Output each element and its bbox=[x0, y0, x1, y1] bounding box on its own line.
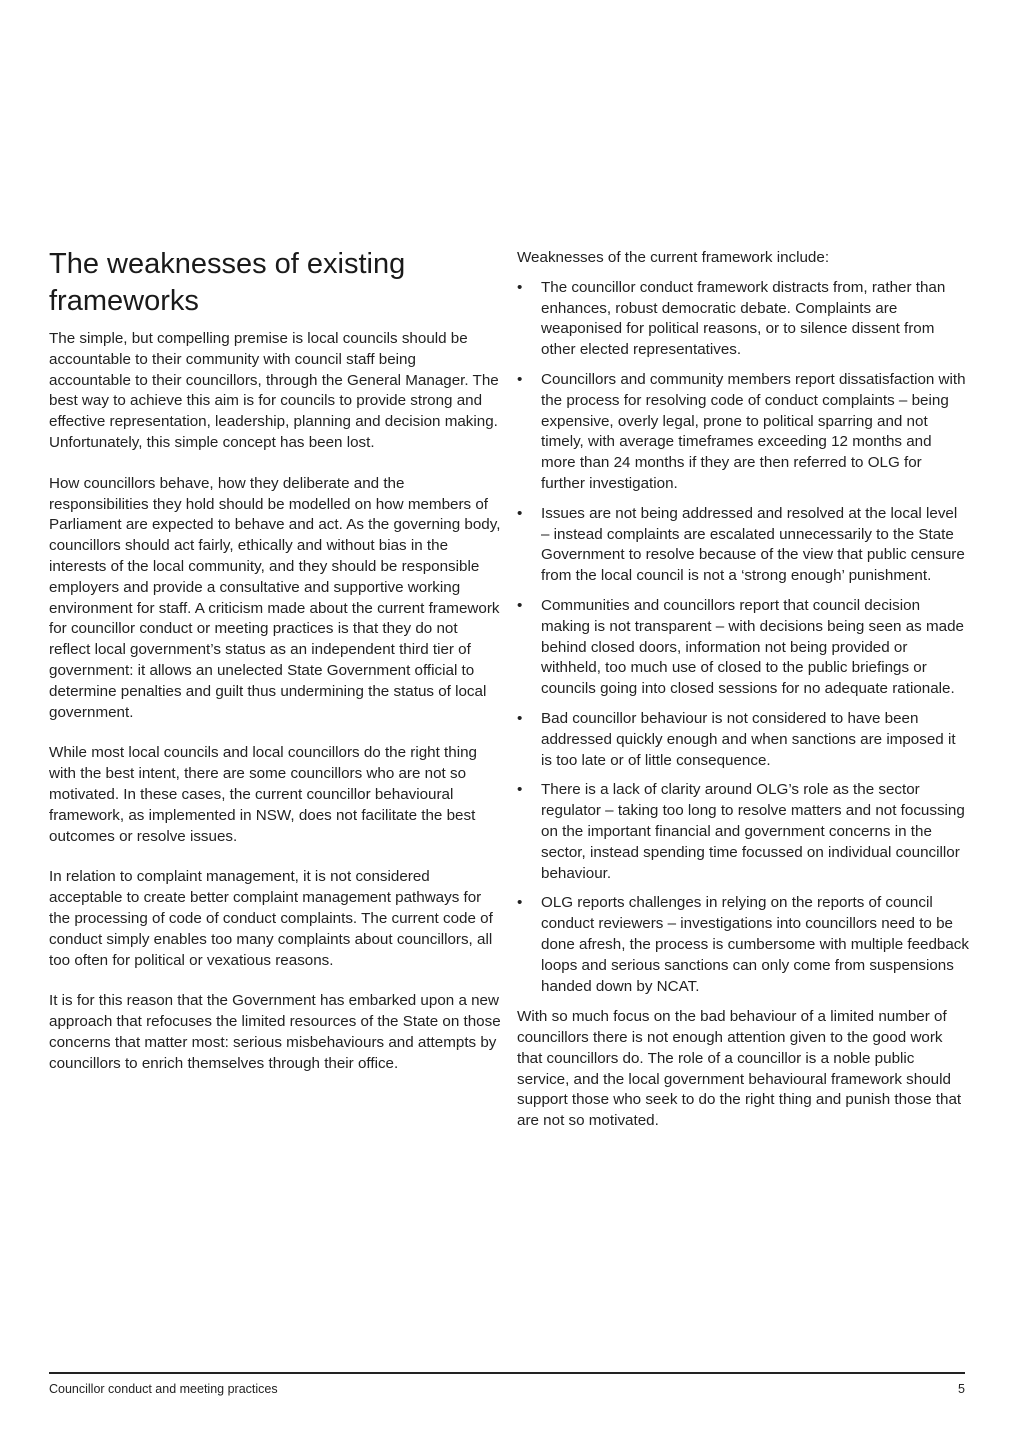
body-paragraph: How councillors behave, how they deliberate and the responsibilities they hold should be modelled on how members of Parliament are expected to behave and act. As the governing body, councillors should act fairly, ethically and without bias in the interests of the local community, and they should be responsible employers and provide a consultative and supportive working environment for staff. A criticism made about the current framework for councillor conduct or meeting practices is that they do not reflect local government’s status as an independent third tier of government: it allows an unelected State Government official to determine penalties and guilt thus undermining the status of local government. bbox=[49, 474, 501, 721]
bullet-icon: • bbox=[517, 504, 523, 522]
bullet-icon: • bbox=[517, 894, 523, 912]
bullet-icon: • bbox=[517, 278, 523, 296]
right-column bbox=[517, 248, 969, 1152]
footer-page-number: 5 bbox=[958, 1382, 965, 1396]
bullet-icon: • bbox=[517, 596, 523, 614]
list-item-text: Issues are not being addressed and resolved at the local level – instead complaints are escalated unnecessarily to the State Government to resolve because of the view that public censure from the local council is not a ‘strong enough’ punishment. bbox=[541, 504, 965, 585]
bullet-icon: • bbox=[517, 781, 523, 799]
footer-divider bbox=[49, 1372, 965, 1374]
closing-paragraph: With so much focus on the bad behaviour of a limited number of councillors there is not enough attention given to the good work that councillors do. The role of a councillor is a noble public service, and the local government behavioural framework should support those who seek to do the right thing and punish those that are not so motivated. bbox=[517, 1008, 962, 1130]
bullet-icon: • bbox=[517, 370, 523, 388]
list-item bbox=[517, 596, 969, 700]
body-paragraph: While most local councils and local councillors do the right thing with the best intent, there are some councillors who are not so motivated. In these cases, the current councillor behavioural framework, as implemented in NSW, does not facilitate the best outcomes or resolve issues. bbox=[49, 744, 477, 845]
bullet-icon: • bbox=[517, 709, 523, 727]
section-heading: The weaknesses of existing frameworks bbox=[49, 248, 406, 317]
list-item-text: Communities and councillors report that council decision making is not transparent – with decisions being seen as made behind closed doors, information not being provided or withheld, too much use of closed to the public briefings or councils going into closed sessions for no adequate rationale. bbox=[541, 596, 964, 698]
list-item-text: The councillor conduct framework distracts from, rather than enhances, robust democratic debate. Complaints are weaponised for political reasons, or to silence dissent from other elected representatives. bbox=[541, 278, 946, 359]
list-item bbox=[517, 278, 969, 361]
list-item-text: Councillors and community members report dissatisfaction with the process for resolving code of conduct complaints – being expensive, overly legal, prone to political sparring and not timely, with average timeframes exceeding 12 months and more than 24 months if they are then referred to OLG for further investigation. bbox=[541, 370, 966, 492]
list-item bbox=[517, 780, 969, 884]
weaknesses-list bbox=[517, 278, 969, 998]
footer-document-title: Councillor conduct and meeting practices bbox=[49, 1382, 278, 1396]
list-item bbox=[517, 709, 969, 771]
list-item-text: There is a lack of clarity around OLG’s role as the sector regulator – taking too long to resolve matters and not focussing on the important financial and government concerns in the sector, instead spending time focussed on individual councillor behaviour. bbox=[541, 781, 965, 882]
body-paragraph: The simple, but compelling premise is local councils should be accountable to their community with council staff being accountable to their councillors, through the General Manager. The best way to achieve this aim is for councils to provide strong and effective representation, leadership, planning and decision making. Unfortunately, this simple concept has been lost. bbox=[49, 330, 499, 451]
body-paragraph: It is for this reason that the Government has embarked upon a new approach that refocuses the limited resources of the State on those concerns that matter most: serious misbehaviours and attempts by councillors to enrich themselves through their office. bbox=[49, 992, 501, 1072]
left-column bbox=[49, 246, 501, 1095]
list-item-text: OLG reports challenges in relying on the reports of council conduct reviewers – investigations into councillors need to be done afresh, the process is cumbersome with multiple feedback loops and serious sanctions can only come from suspensions handed down by NCAT. bbox=[541, 894, 969, 995]
list-item bbox=[517, 893, 969, 997]
body-paragraph: In relation to complaint management, it is not considered acceptable to create better complaint management pathways for the processing of code of conduct complaints. The current code of conduct simply enables too many complaints about councillors, all too often for political or vexatious reasons. bbox=[49, 868, 493, 969]
list-item bbox=[517, 504, 969, 587]
list-intro: Weaknesses of the current framework include: bbox=[517, 249, 830, 266]
list-item-text: Bad councillor behaviour is not considered to have been addressed quickly enough and when sanctions are imposed it is too late or of little consequence. bbox=[541, 709, 956, 769]
list-item bbox=[517, 370, 969, 495]
